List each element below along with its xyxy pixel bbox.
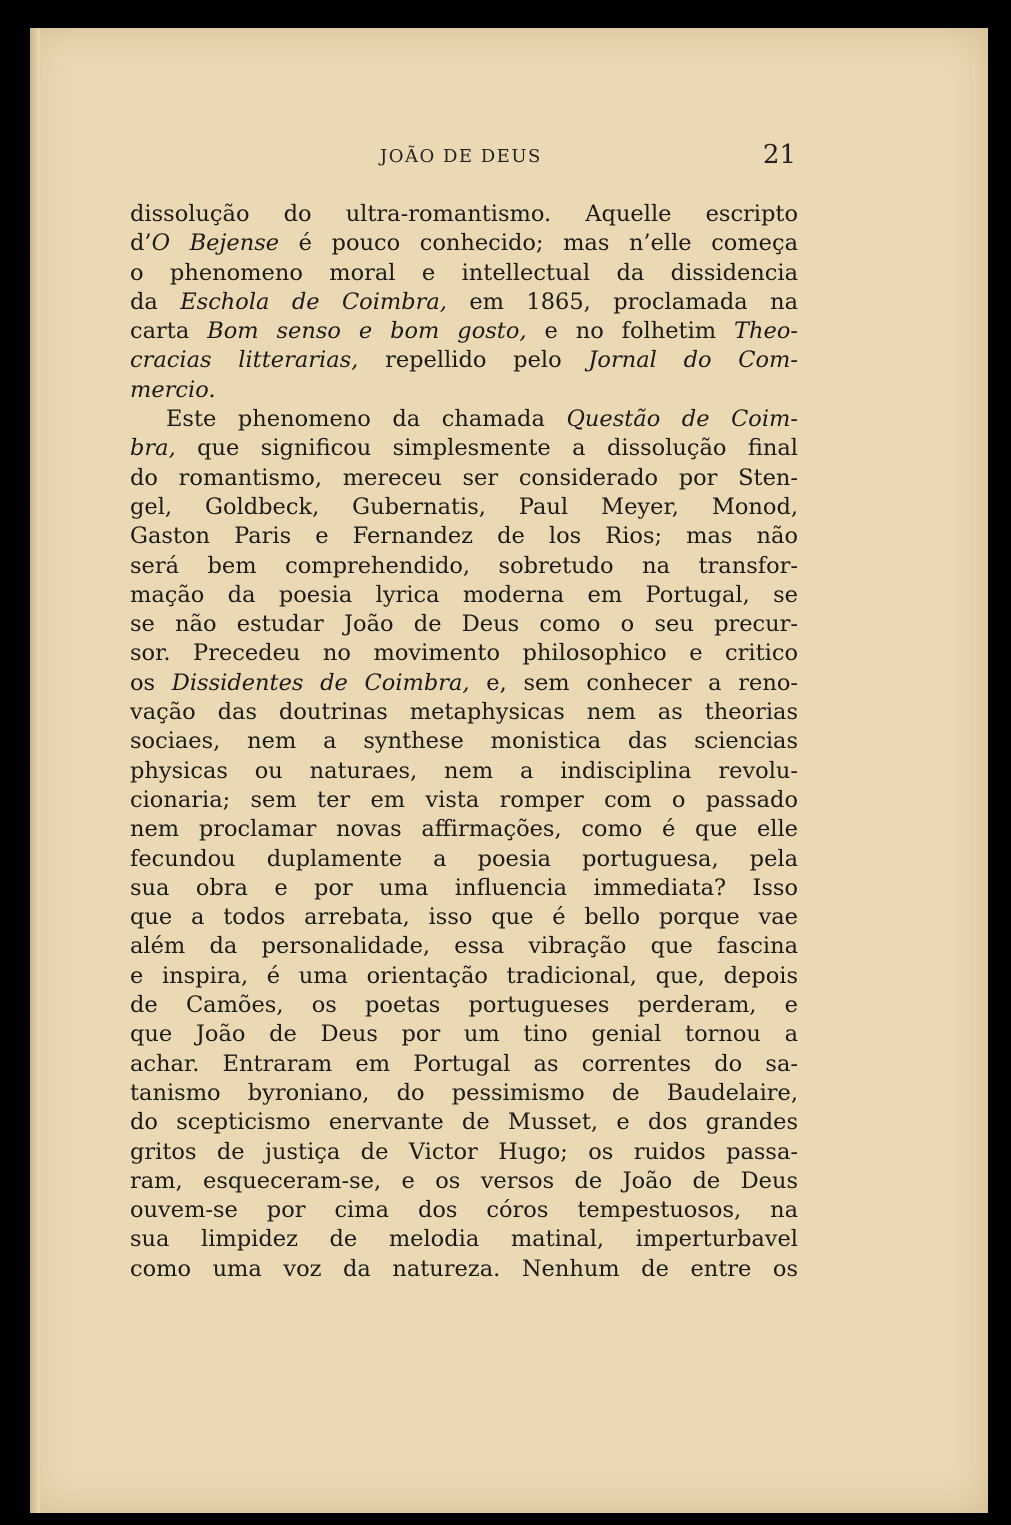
italic-text: Questão de Coim- <box>566 406 798 433</box>
italic-text: bra, <box>130 435 176 462</box>
text-line <box>130 317 798 346</box>
text-line <box>130 845 798 874</box>
text-segment: fecundou duplamente a poesia portuguesa, pela <box>130 845 798 872</box>
italic-text: Theo- <box>734 318 798 345</box>
text-line <box>130 962 798 991</box>
text-segment: achar. Entraram em Portugal as correntes do sa- <box>130 1050 798 1077</box>
text-segment: e no folhetim <box>526 318 735 345</box>
text-line <box>130 786 798 815</box>
text-line <box>130 639 798 668</box>
text-segment: dissolução do ultra-romantismo. Aquelle escripto <box>130 201 798 227</box>
text-segment: sua obra e por uma influencia immediata? Isso <box>130 874 798 901</box>
text-segment: gel, Goldbeck, Gubernatis, Paul Meyer, Monod, <box>130 493 798 520</box>
text-segment: vação das doutrinas metaphysicas nem as theorias <box>130 699 798 726</box>
text-line <box>130 1225 798 1254</box>
italic-text: Eschola de Coimbra, <box>180 288 447 315</box>
text-line <box>130 669 798 698</box>
text-segment: Este phenomeno da chamada <box>166 406 567 433</box>
text-segment: do scepticismo enervante de Musset, e dos grandes <box>130 1109 798 1136</box>
text-segment: o phenomeno moral e intellectual da dissidencia <box>130 259 798 286</box>
text-segment: que significou simplesmente a dissolução final <box>175 435 798 462</box>
text-segment: além da personalidade, essa vibração que fascina <box>130 933 798 960</box>
text-segment: Gaston Paris e Fernandez de los Rios; mas não <box>130 523 798 550</box>
text-segment: sua limpidez de melodia matinal, imperturbavel <box>130 1226 798 1253</box>
italic-text: O Bejense <box>151 230 280 257</box>
text-segment: carta <box>130 318 208 345</box>
text-line <box>130 259 798 288</box>
text-segment: physicas ou naturaes, nem a indisciplina revolu- <box>130 757 798 784</box>
text-line <box>130 288 798 317</box>
text-segment: cionaria; sem ter em vista romper com o passado <box>130 786 798 813</box>
text-segment: sociaes, nem a synthese monistica das sciencias <box>130 728 798 755</box>
text-line <box>130 1050 798 1079</box>
text-line <box>130 1196 798 1225</box>
text-segment: se não estudar João de Deus como o seu precur- <box>130 611 798 638</box>
text-line <box>130 464 798 493</box>
text-segment: repellido pelo <box>358 347 589 374</box>
text-line <box>130 434 798 463</box>
text-line <box>130 522 798 551</box>
text-line <box>130 610 798 639</box>
text-line <box>130 815 798 844</box>
text-line <box>130 229 798 258</box>
text-line <box>130 581 798 610</box>
text-line <box>130 1079 798 1108</box>
italic-text: mercio. <box>130 376 216 403</box>
text-segment: d’ <box>130 230 152 257</box>
page-number: 21 <box>762 140 796 170</box>
running-title: JOÃO DE DEUS <box>380 146 542 167</box>
text-line <box>130 405 798 434</box>
book-page <box>30 28 988 1513</box>
italic-text: Jornal do Com- <box>588 347 798 374</box>
text-line <box>130 991 798 1020</box>
text-segment: em 1865, proclamada na <box>446 288 798 315</box>
text-segment: é pouco conhecido; mas n’elle começa <box>279 230 799 257</box>
text-line <box>130 1138 798 1167</box>
text-line <box>130 903 798 932</box>
text-line <box>130 1167 798 1196</box>
text-segment: que João de Deus por um tino genial tornou a <box>130 1021 798 1048</box>
text-segment: nem proclamar novas affirmações, como é que elle <box>130 816 798 843</box>
text-segment: que a todos arrebata, isso que é bello porque vae <box>130 904 798 931</box>
text-segment: ram, esqueceram-se, e os versos de João de Deus <box>130 1167 798 1194</box>
page-spine-edge <box>30 28 40 1513</box>
text-line <box>130 1255 798 1284</box>
text-segment: será bem comprehendido, sobretudo na transfor- <box>130 552 798 579</box>
text-segment: de Camões, os poetas portugueses perderam, e <box>130 992 798 1019</box>
text-line <box>130 552 798 581</box>
text-line <box>130 200 798 229</box>
text-segment: mação da poesia lyrica moderna em Portugal, se <box>130 581 798 608</box>
text-line <box>130 376 798 405</box>
italic-text: Bom senso e bom gosto, <box>207 318 527 345</box>
text-segment: e, sem conhecer a reno- <box>469 669 798 696</box>
text-segment: ouvem-se por cima dos córos tempestuosos, na <box>130 1197 798 1224</box>
text-line <box>130 727 798 756</box>
text-segment: tanismo byroniano, do pessimismo de Baudelaire, <box>130 1079 798 1106</box>
text-segment: do romantismo, mereceu ser considerado por Sten- <box>130 464 798 491</box>
italic-text: cracias litterarias, <box>130 347 359 374</box>
text-segment: gritos de justiça de Victor Hugo; os ruidos passa- <box>130 1138 798 1165</box>
text-line <box>130 874 798 903</box>
text-segment: da <box>130 288 181 315</box>
text-line <box>130 1108 798 1137</box>
text-line <box>130 698 798 727</box>
italic-text: Dissidentes de Coimbra, <box>171 669 470 696</box>
text-line <box>130 757 798 786</box>
text-line <box>130 932 798 961</box>
text-line <box>130 1020 798 1049</box>
page-header <box>130 140 796 174</box>
text-segment: os <box>130 669 172 696</box>
text-segment: e inspira, é uma orientação tradicional, que, depois <box>130 962 798 989</box>
text-segment: sor. Precedeu no movimento philosophico e critico <box>130 640 798 667</box>
text-line <box>130 346 798 375</box>
body-text <box>130 200 798 1284</box>
text-segment: como uma voz da natureza. Nenhum de entre os <box>130 1255 798 1282</box>
text-line <box>130 493 798 522</box>
